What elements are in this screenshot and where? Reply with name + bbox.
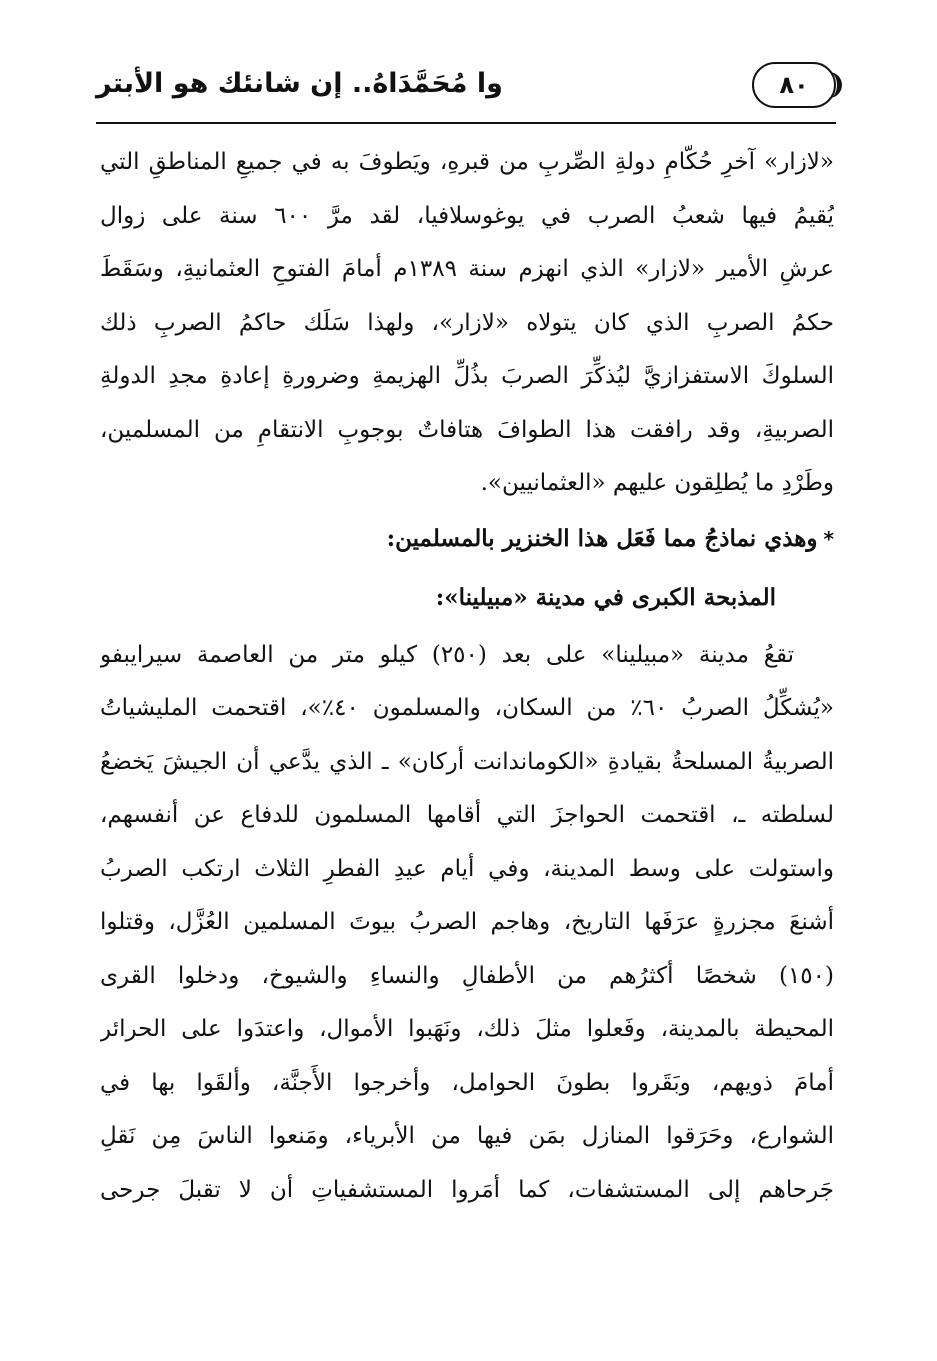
page-number-badge xyxy=(752,62,836,108)
paragraph-2 xyxy=(100,629,834,1218)
header-rule xyxy=(96,122,836,124)
text-line: الصربيةِ، وقد رافقت هذا الطوافَ هتافاتٌ بوجوبِ الانتقامِ من المسلمين، xyxy=(100,416,834,443)
text-line: أمامَ ذويهم، وبَقَروا بطونَ الحوامل، وأخرجوا الأَجنَّة، وألقَوا بها في xyxy=(100,1069,834,1096)
text-line: تقعُ مدينة «مبيلينا» على بعد (٢٥٠) كيلو متر من العاصمة سيرايبفو xyxy=(100,641,794,668)
text-line: السلوكَ الاستفزازيَّ ليُذكِّرَ الصربَ بذُلِّ الهزيمةِ وضرورةِ إعادةِ مجدِ الدولةِ xyxy=(100,363,834,389)
examples-intro xyxy=(100,511,834,567)
body-text xyxy=(100,136,834,1217)
section-subheading: المذبحة الكبرى في مدينة «مبيلينا»: xyxy=(435,583,776,611)
paragraph-1 xyxy=(100,136,834,511)
text-line: وطَرْدِ ما يُطلِقون عليهم «العثمانيين». xyxy=(480,470,834,496)
running-title: وا مُحَمَّدَاهُ.. إن شانئك هو الأبتر xyxy=(96,68,503,99)
text-line: حكمُ الصربِ الذي كان يتولاه «لازار»، ولهذا سَلَك حاكمُ الصربِ ذلك xyxy=(100,309,834,336)
text-line: المحيطة بالمدينة، وفَعلوا مثلَ ذلك، ونَهَبوا الأموال، واعتدَوا على الحرائر xyxy=(100,1016,834,1042)
examples-intro-text: وهذي نماذجُ مما فَعَل هذا الخنزير بالمسلمين: xyxy=(386,524,818,552)
text-line: لسلطته ـ، اقتحمت الحواجزَ التي أقامها المسلمون للدفاع عن أنفسهم، xyxy=(100,802,834,828)
text-line: عرشِ الأمير «لازار» الذي انهزم سنة ١٣٨٩م أمامَ الفتوحِ العثمانيةِ، وسَقَطَ xyxy=(100,256,834,282)
text-line: واستولت على وسط المدينة، وفي أيام عيدِ الفطرِ الثلاث ارتكب الصربُ xyxy=(100,855,834,882)
text-line: (١٥٠) شخصًا أكثرُهم من الأطفالِ والنساءِ والشيوخ، ودخلوا القرى xyxy=(100,962,834,989)
text-line: يُقيمُ فيها شعبُ الصرب في يوغوسلافيا، لقد مرَّ ٦٠٠ سنة على زوال xyxy=(100,202,834,229)
text-line: الصربيةُ المسلحةُ بقيادةِ «الكوماندانت أركان» ـ الذي يدَّعي أن الجيشَ يَخضعُ xyxy=(100,748,834,775)
text-line: «يُشكِّلُ الصربُ ٦٠٪ من السكان، والمسلمون ٤٠٪»، اقتحمت المليشياتُ xyxy=(100,695,834,721)
page-number: ٨٠ xyxy=(779,71,809,99)
text-line: جَرحاهم إلى المستشفات، كما أمَروا المستشفياتِ أن لا تقبلَ جرحى xyxy=(100,1176,834,1203)
star-bullet: * xyxy=(823,526,834,551)
text-line: الشوارع، وحَرَقوا المنازل بمَن فيها من الأبرياء، ومَنعوا الناسَ مِن نَقلِ xyxy=(100,1123,834,1149)
page-header xyxy=(96,60,836,124)
text-line: أشنعَ مجزرةٍ عرَفَها التاريخ، وهاجم الصربُ بيوتَ المسلمين العُزَّل، وقتلوا xyxy=(100,909,834,935)
text-line: «لازار» آخرِ حُكّامِ دولةِ الصِّربِ من قبرهِ، ويَطوفَ به في جميعِ المناطقِ التي xyxy=(100,149,834,175)
